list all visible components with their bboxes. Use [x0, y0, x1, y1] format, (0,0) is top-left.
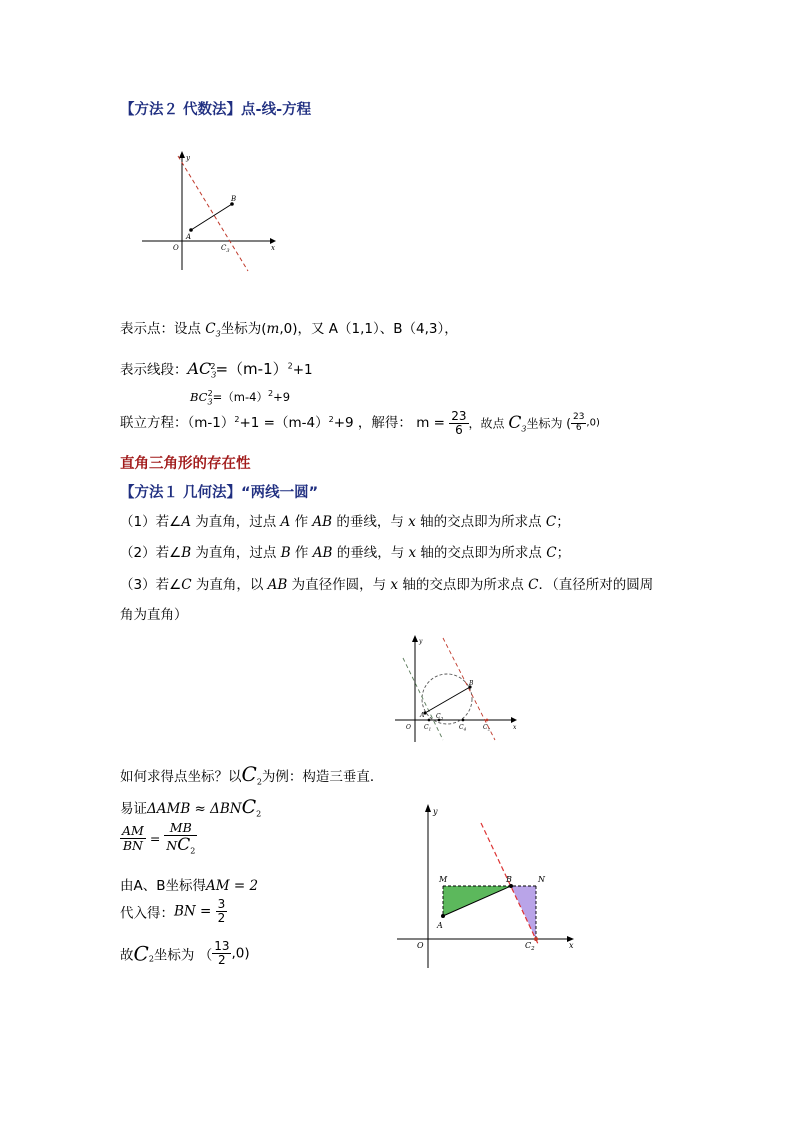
point-c3-label: $C_3$: [436, 713, 444, 721]
point-m-label: M: [439, 875, 448, 884]
point-c4-label: $C_4$: [459, 724, 467, 732]
sub-title-geometry-method: 【方法１ 几何法】“两线一圆”: [120, 485, 319, 501]
circle-diameter-ab: [422, 674, 472, 724]
segment-ab: [425, 687, 470, 713]
item-angle-c: （3）若∠C 为直角，以 AB 为直径作圆，与 x 轴的交点即为所求点 C．（直径所对的圆周: [120, 577, 654, 593]
x-axis-arrow: [511, 717, 517, 723]
y-label: y: [419, 638, 423, 645]
point-a-label: A: [437, 921, 443, 930]
point-b: [509, 884, 513, 888]
point-c4: [462, 719, 465, 722]
figure-three-perpendiculars: [395, 798, 580, 970]
item-angle-c-continued: 角为直角）: [120, 607, 188, 623]
x-label: x: [271, 244, 275, 252]
line-simultaneous-equation: 联立方程：$(m-1)^2+1 =(m-4)^2+9$ ，解得： m = $\frac{23}{6}$ ，故点 $C_3$坐标为 ( $\frac{23}{6}$ ,0): [120, 409, 600, 438]
proof-ratio: $\frac{AM}{BN}$ = $\frac{MB}{NC_2}$: [122, 820, 196, 856]
y-axis-arrow: [179, 151, 185, 158]
point-c3-label: $C_3$: [221, 244, 230, 254]
point-c1: [428, 719, 431, 722]
segment-ab: [191, 204, 232, 230]
point-b-label: B: [231, 195, 237, 203]
proof-similar-triangles: 易证$\Delta AMB \approx \Delta BNC_2$: [120, 796, 262, 819]
point-c1-label: $C_1$: [424, 724, 432, 732]
origin-label: O: [406, 724, 411, 731]
item-angle-a: （1）若∠A 为直角，过点 A 作 AB 的垂线，与 x 轴的交点即为所求点 C；: [120, 514, 570, 530]
point-c2: [534, 937, 538, 941]
item-angle-b: （2）若∠B 为直角，过点 B 作 AB 的垂线，与 x 轴的交点即为所求点 C；: [120, 545, 571, 561]
y-axis-arrow: [412, 635, 418, 642]
y-label: y: [186, 154, 190, 162]
line-how-to-find: 如何求得点坐标？以$C_2$为例：构造三垂直．: [120, 762, 384, 787]
point-c2-label: $C_2$: [525, 941, 535, 952]
line-segment-bc: $BC_3^2=(m-4)^2+9$: [190, 389, 291, 407]
figure-two-lines-one-circle: [385, 632, 525, 744]
y-label: y: [433, 807, 438, 816]
proof-c2-coordinate: 故$C_2$坐标为 （ $\frac{13}{2}$ ,0): [120, 939, 250, 968]
origin-label: O: [173, 244, 179, 252]
point-a: [441, 914, 445, 918]
section-title-algebra: 【方法２ 代数法】点-线-方程: [120, 102, 312, 118]
line-represent-segments: 表示线段：$AC_3^2=(m-1)^2+1$: [120, 359, 313, 380]
origin-label: O: [417, 941, 424, 950]
x-label: x: [513, 724, 517, 731]
proof-bn-value: 代入得：BN = $\frac{3}{2}$: [120, 897, 226, 926]
proof-am-value: 由A、B坐标得AM = 2: [120, 878, 259, 894]
x-label: x: [569, 941, 574, 950]
line-represent-points: 表示点：设点 $C_3$坐标为(m,0)，又 A（1,1）、B（4,3），: [120, 321, 458, 339]
perpendicular-bisector-line: [178, 156, 248, 271]
figure-algebra-method: [140, 148, 280, 273]
point-b-label: B: [469, 680, 474, 687]
section-title-right-triangle: 直角三角形的存在性: [120, 456, 251, 472]
point-a-label: A: [420, 712, 425, 719]
point-a-label: A: [186, 233, 192, 241]
point-b-label: B: [506, 875, 512, 884]
point-a: [189, 228, 193, 232]
point-c2: [486, 719, 489, 722]
point-n-label: N: [538, 875, 545, 884]
y-axis-arrow: [425, 804, 431, 812]
point-c2-label: $C_2$: [483, 724, 491, 732]
